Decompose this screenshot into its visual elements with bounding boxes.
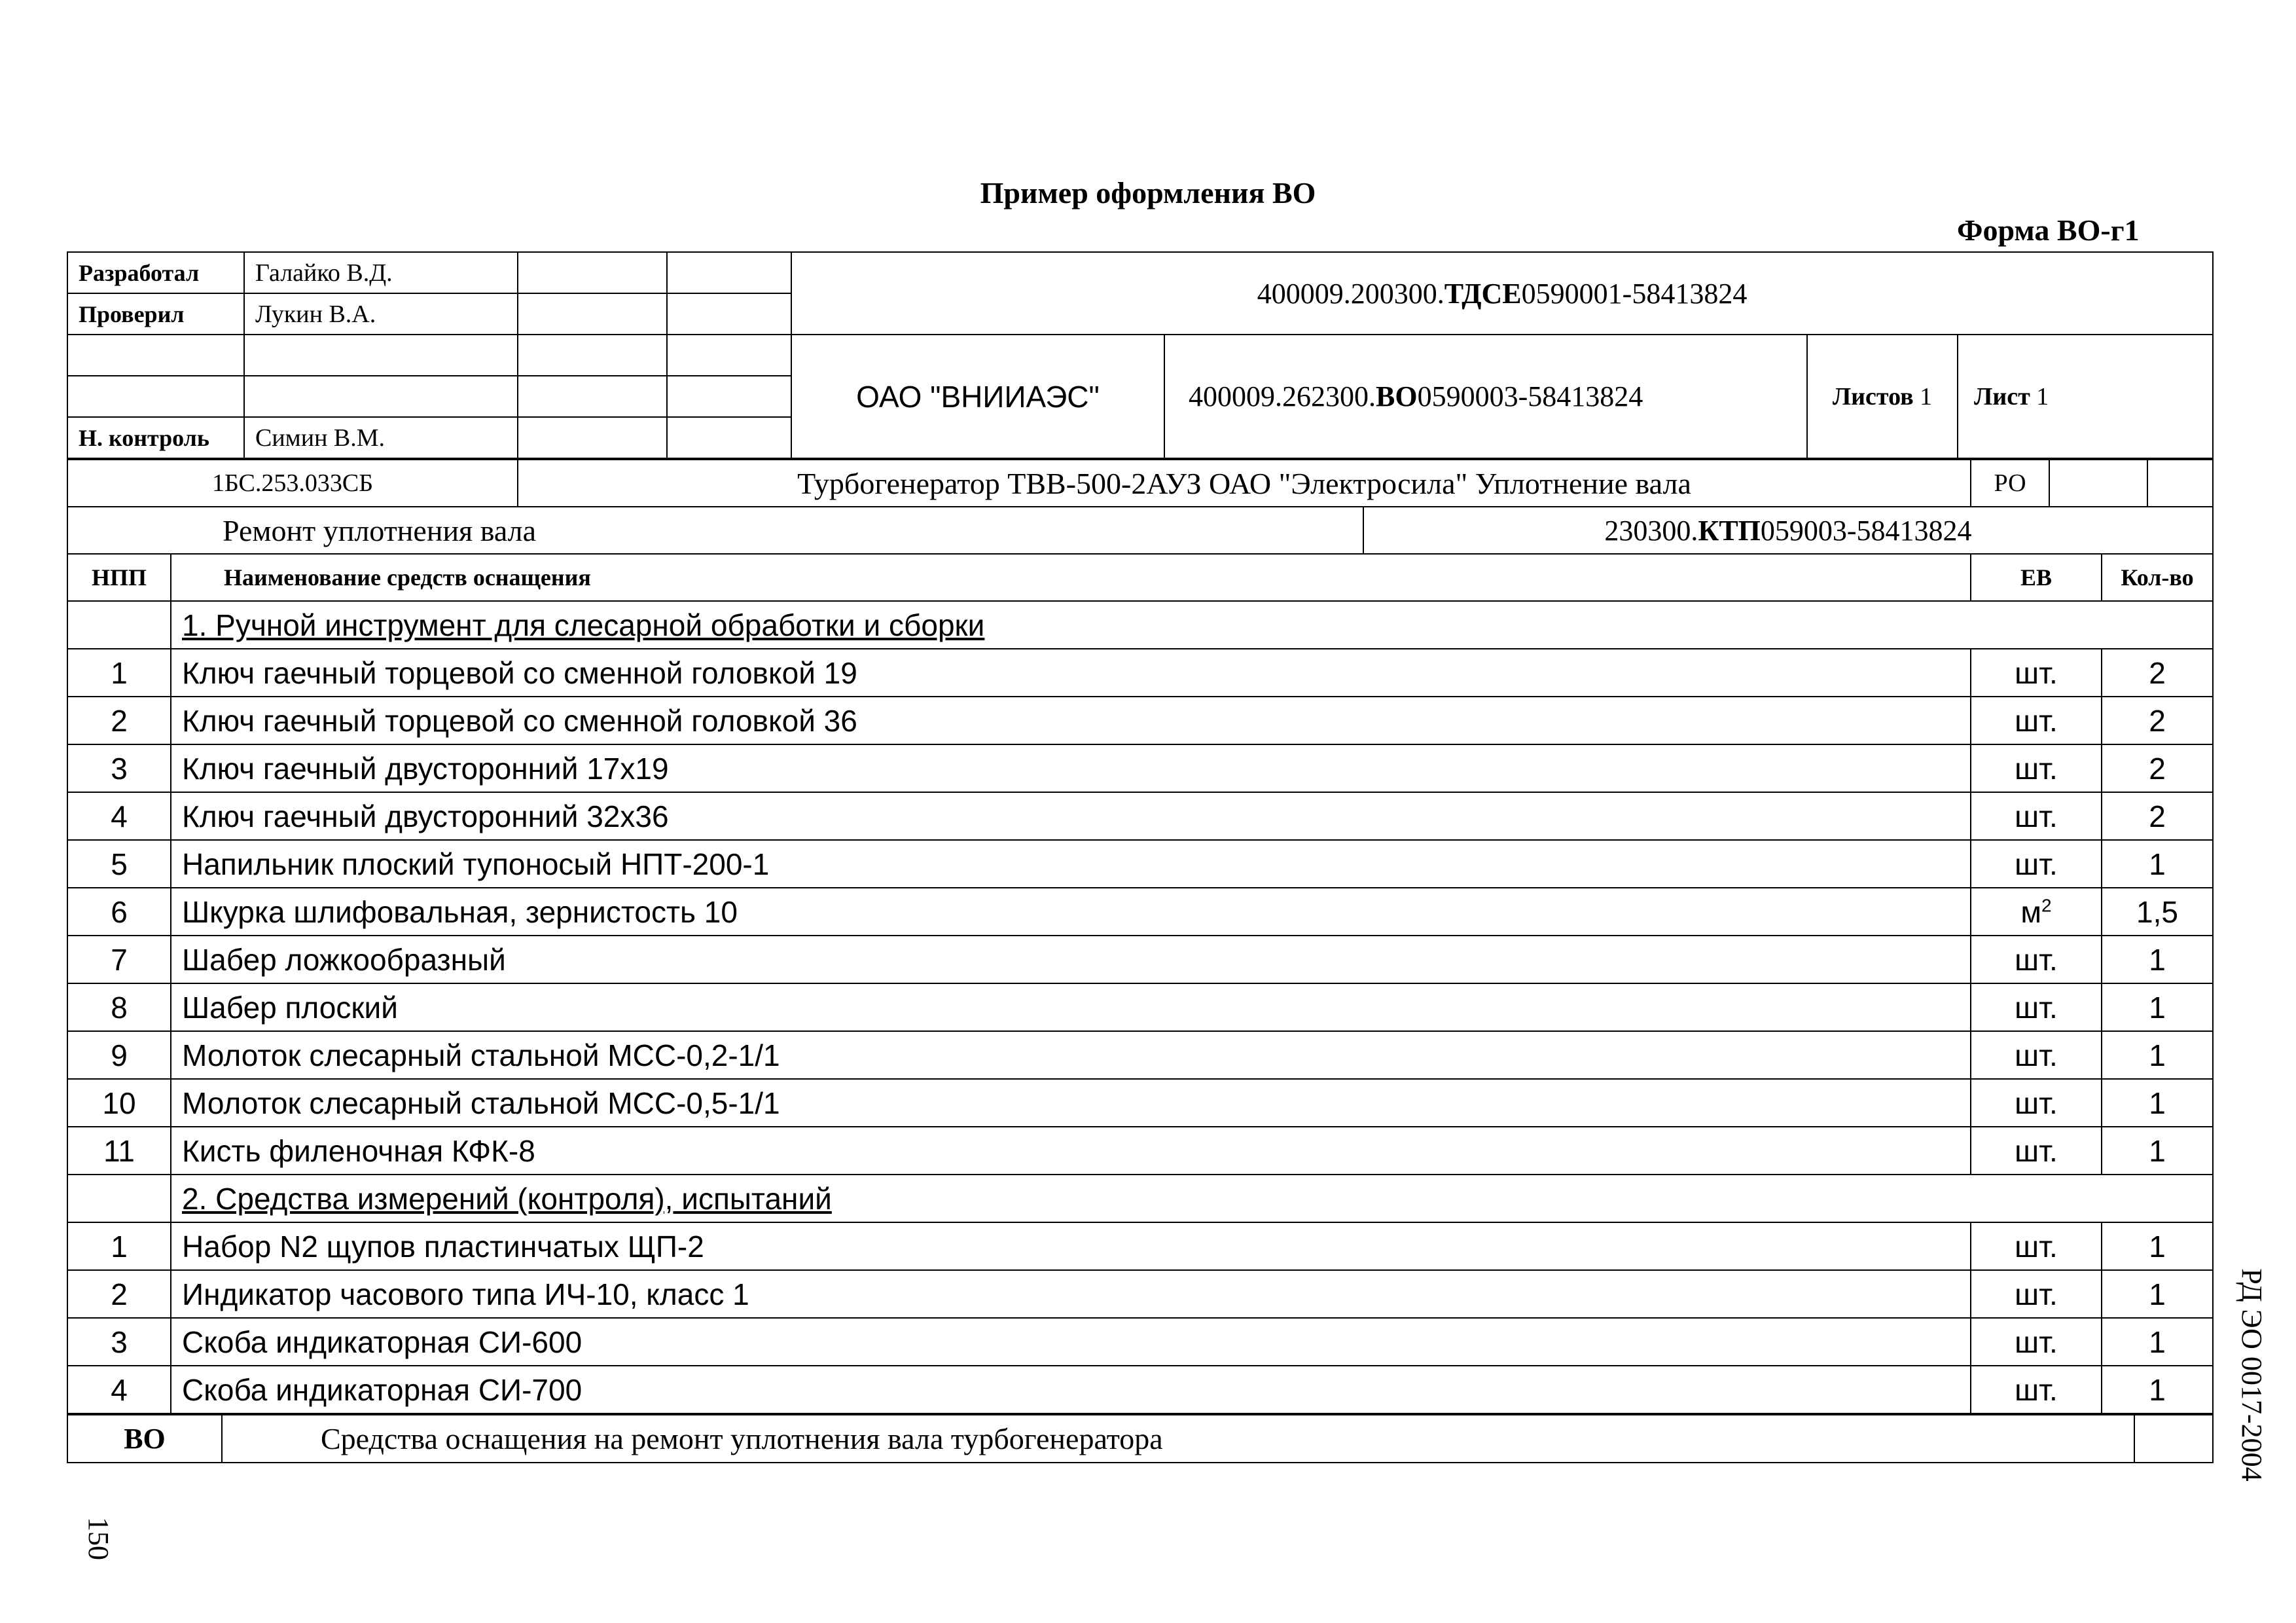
row-number: 8: [67, 983, 171, 1031]
item-name: Скоба индикаторная СИ-600: [171, 1318, 1971, 1366]
equipment-table: [67, 553, 2214, 1414]
role-empty-name: [244, 335, 518, 376]
drawing-number: 1БС.253.033СБ: [67, 460, 518, 507]
ro-label: РО: [1971, 460, 2049, 507]
form-label: Форма ВО-г1: [1957, 213, 2140, 247]
row-number: 3: [67, 744, 171, 792]
signature-cell: [518, 293, 667, 335]
item-unit: шт.: [1971, 649, 2102, 697]
item-name: Шабер ложкообразный: [171, 936, 1971, 983]
item-name: Ключ гаечный двусторонний 17х19: [171, 744, 1971, 792]
item-name: Молоток слесарный стальной МСС-0,5-1/1: [171, 1079, 1971, 1127]
date-cell: [667, 293, 791, 335]
row-number: 4: [67, 1366, 171, 1413]
item-unit: $м^2$: [1971, 888, 2102, 936]
role-checker-name: Лукин В.А.: [244, 293, 518, 335]
page-number: 150: [82, 1517, 115, 1560]
item-qty: 2: [2102, 744, 2213, 792]
footer-row: [67, 1414, 2214, 1463]
table-row: [67, 1270, 2213, 1318]
table-row: [67, 792, 2213, 840]
row-number: 4: [67, 792, 171, 840]
table-row: [67, 1079, 2213, 1127]
vo-code: 400009.262300.ВО0590003-58413824: [1164, 335, 1807, 458]
product-name: Турбогенератор ТВВ-500-2АУЗ ОАО "Электросила" Уплотнение вала: [518, 460, 1971, 507]
item-qty: 1,5: [2102, 888, 2213, 936]
item-name: Набор N2 щупов пластинчатых ЩП-2: [171, 1222, 1971, 1270]
item-name: Шкурка шлифовальная, зернистость 10: [171, 888, 1971, 936]
row-number: 10: [67, 1079, 171, 1127]
table-row: [67, 1366, 2213, 1413]
item-name: Ключ гаечный двусторонний 32х36: [171, 792, 1971, 840]
role-checker-label: Проверил: [67, 293, 244, 335]
col-unit: ЕВ: [1971, 554, 2102, 601]
item-name: Индикатор часового типа ИЧ-10, класс 1: [171, 1270, 1971, 1318]
item-qty: 2: [2102, 649, 2213, 697]
sheet-number: Лист 1: [1958, 335, 2213, 458]
item-name: Шабер плоский: [171, 983, 1971, 1031]
item-qty: 1: [2102, 983, 2213, 1031]
row-number: 2: [67, 697, 171, 744]
item-name: Напильник плоский тупоносый НПТ-200-1: [171, 840, 1971, 888]
signature-cell: [518, 252, 667, 293]
item-unit: шт.: [1971, 1270, 2102, 1318]
date-cell: [667, 376, 791, 417]
item-unit: шт.: [1971, 1031, 2102, 1079]
role-developer-name: Галайко В.Д.: [244, 252, 518, 293]
item-qty: 1: [2102, 1127, 2213, 1175]
item-name: Ключ гаечный торцевой со сменной головкой 19: [171, 649, 1971, 697]
item-qty: 1: [2102, 840, 2213, 888]
tdse-code: 400009.200300.ТДСЕ0590001-58413824: [791, 252, 2213, 335]
table-row: [67, 649, 2213, 697]
header-table: [67, 251, 2214, 459]
col-name: Наименование средств оснащения: [171, 554, 1971, 601]
organization: ОАО "ВНИИАЭС": [791, 335, 1164, 458]
footer-text: Средства оснащения на ремонт уплотнения вала турбогенератора: [222, 1415, 2134, 1463]
item-qty: 2: [2102, 697, 2213, 744]
signature-cell: [518, 335, 667, 376]
item-unit: шт.: [1971, 1318, 2102, 1366]
item-qty: 1: [2102, 1318, 2213, 1366]
item-name: Ключ гаечный торцевой со сменной головкой 36: [171, 697, 1971, 744]
row-number: 5: [67, 840, 171, 888]
item-unit: шт.: [1971, 744, 2102, 792]
row-number: 11: [67, 1127, 171, 1175]
role-developer-label: Разработал: [67, 252, 244, 293]
table-row: [67, 840, 2213, 888]
page-title: Пример оформления ВО: [980, 176, 1316, 210]
table-row: [67, 697, 2213, 744]
section-title: 1. Ручной инструмент для слесарной обработки и сборки: [171, 601, 2213, 649]
item-unit: шт.: [1971, 792, 2102, 840]
date-cell: [667, 252, 791, 293]
row-number: 1: [67, 649, 171, 697]
item-qty: 1: [2102, 1031, 2213, 1079]
role-normcontrol-name: Симин В.М.: [244, 417, 518, 458]
item-qty: 1: [2102, 1270, 2213, 1318]
item-name: Молоток слесарный стальной МСС-0,2-1/1: [171, 1031, 1971, 1079]
col-npp: НПП: [67, 554, 171, 601]
section-row: [67, 1175, 2213, 1222]
row-number: 6: [67, 888, 171, 936]
section-row: [67, 601, 2213, 649]
operation-row: [67, 506, 2214, 555]
row-number: 3: [67, 1318, 171, 1366]
item-unit: шт.: [1971, 936, 2102, 983]
ro-extra: [2147, 460, 2213, 507]
role-normcontrol-label: Н. контроль: [67, 417, 244, 458]
item-name: Кисть филеночная КФК-8: [171, 1127, 1971, 1175]
signature-cell: [518, 417, 667, 458]
footer-code: ВО: [67, 1415, 222, 1463]
col-qty: Кол-во: [2102, 554, 2213, 601]
item-qty: 1: [2102, 1366, 2213, 1413]
item-unit: шт.: [1971, 840, 2102, 888]
section-title: 2. Средства измерений (контроля), испытаний: [171, 1175, 2213, 1222]
row-number: 9: [67, 1031, 171, 1079]
row-number: 2: [67, 1270, 171, 1318]
item-unit: шт.: [1971, 1127, 2102, 1175]
ro-value: [2049, 460, 2147, 507]
side-code: РД ЭО 0017-2004: [2236, 1268, 2268, 1482]
role-empty-name: [244, 376, 518, 417]
table-row: [67, 1031, 2213, 1079]
item-unit: шт.: [1971, 697, 2102, 744]
item-qty: 1: [2102, 1079, 2213, 1127]
table-row: [67, 1222, 2213, 1270]
table-row: [67, 1318, 2213, 1366]
table-row: [67, 936, 2213, 983]
sheets-count: Листов 1: [1807, 335, 1958, 458]
product-row: [67, 459, 2214, 507]
item-unit: шт.: [1971, 1366, 2102, 1413]
signature-cell: [518, 376, 667, 417]
item-qty: 1: [2102, 1222, 2213, 1270]
footer-extra: [2134, 1415, 2213, 1463]
date-cell: [667, 335, 791, 376]
role-empty-label: [67, 376, 244, 417]
column-header-row: [67, 554, 2213, 601]
ktp-code: 230300.КТП059003-58413824: [1363, 507, 2213, 554]
item-unit: шт.: [1971, 1222, 2102, 1270]
item-unit: шт.: [1971, 1079, 2102, 1127]
table-row: [67, 888, 2213, 936]
role-empty-label: [67, 335, 244, 376]
table-row: [67, 1127, 2213, 1175]
item-name: Скоба индикаторная СИ-700: [171, 1366, 1971, 1413]
item-unit: шт.: [1971, 983, 2102, 1031]
item-qty: 2: [2102, 792, 2213, 840]
row-number: 7: [67, 936, 171, 983]
table-row: [67, 983, 2213, 1031]
table-row: [67, 744, 2213, 792]
date-cell: [667, 417, 791, 458]
item-qty: 1: [2102, 936, 2213, 983]
row-number: 1: [67, 1222, 171, 1270]
operation-name: Ремонт уплотнения вала: [67, 507, 1363, 554]
